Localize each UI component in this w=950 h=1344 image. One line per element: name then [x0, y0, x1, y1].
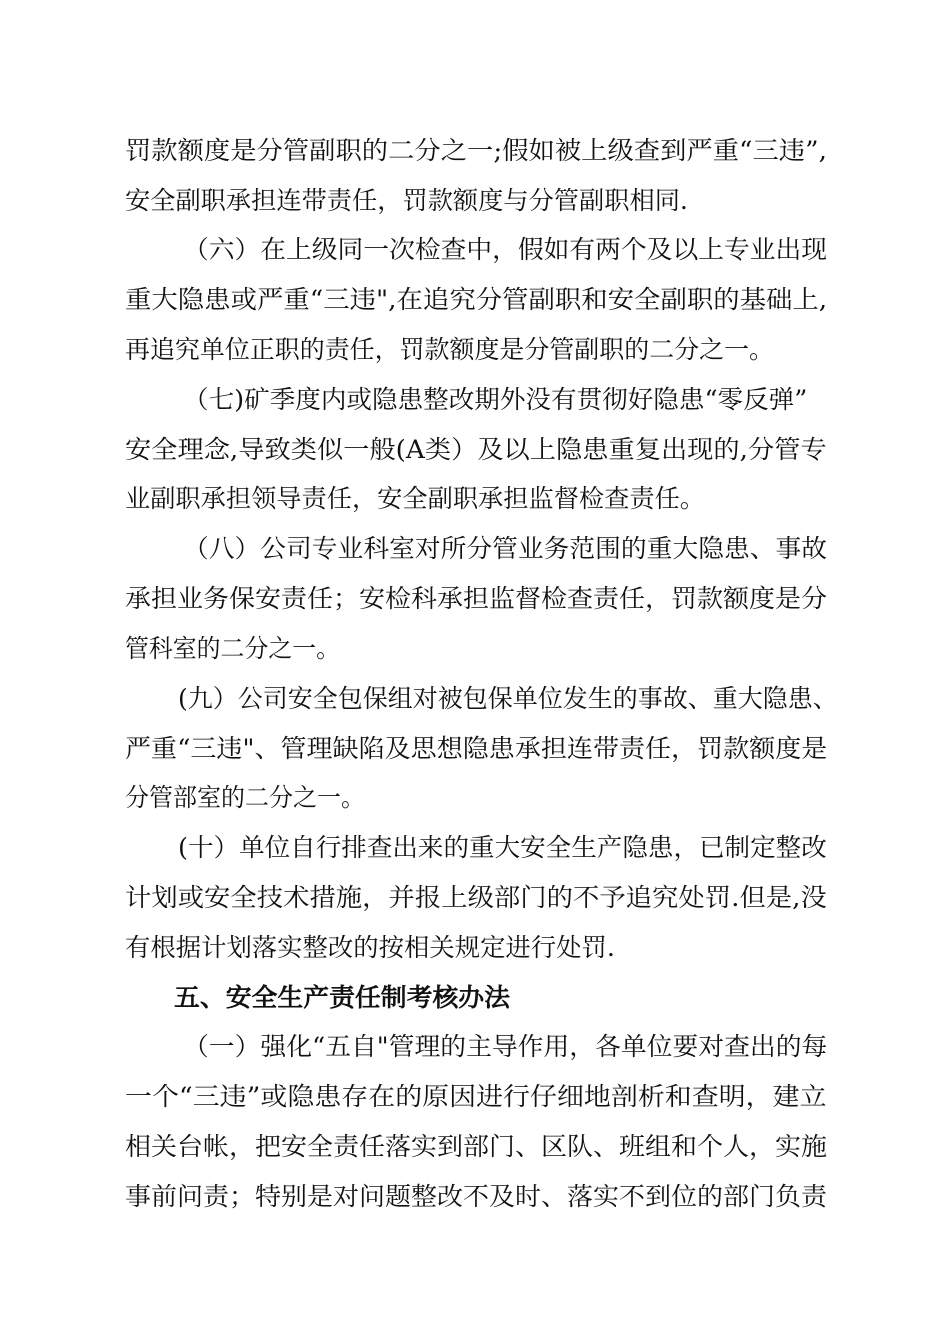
- paragraph-line: 业副职承担领导责任，安全副职承担监督检查责任。: [125, 484, 706, 513]
- paragraph-line: 相关台帐，把安全责任落实到部门、区队、班组和个人，实施: [125, 1132, 828, 1161]
- paragraph-line: 管科室的二分之一。: [125, 634, 341, 663]
- paragraph-line: （一）强化“五自"管理的主导作用，各单位要对查出的每: [183, 1032, 828, 1061]
- paragraph-line: 再追究单位正职的责任，罚款额度是分管副职的二分之一。: [125, 335, 775, 364]
- paragraph-line: 有根据计划落实整改的按相关规定进行处罚.: [125, 933, 615, 962]
- paragraph-line: （七)矿季度内或隐患整改期外没有贯彻好隐患“零反弹”: [183, 385, 808, 414]
- paragraph-line: （八）公司专业科室对所分管业务范围的重大隐患、事故: [183, 534, 828, 563]
- section-heading: 五、安全生产责任制考核办法: [174, 983, 511, 1012]
- paragraph-line: 安全理念,导致类似一般(A类）及以上隐患重复出现的,分管专: [125, 435, 827, 464]
- paragraph-line: 计划或安全技术措施，并报上级部门的不予追究处罚.但是,没: [125, 883, 827, 912]
- paragraph-line: 一个“三违”或隐患存在的原因进行仔细地剖析和查明，建立: [125, 1082, 827, 1111]
- paragraph-line: 事前问责；特别是对问题整改不及时、落实不到位的部门负责: [125, 1182, 828, 1211]
- paragraph-line: (十）单位自行排查出来的重大安全生产隐患，已制定整改: [178, 833, 827, 862]
- paragraph-line: 罚款额度是分管副职的二分之一;假如被上级查到严重“三违”,: [125, 136, 827, 165]
- paragraph-line: （六）在上级同一次检查中，假如有两个及以上专业出现: [183, 235, 828, 264]
- paragraph-line: (九）公司安全包保组对被包保单位发生的事故、重大隐患、: [178, 684, 838, 713]
- paragraph-line: 重大隐患或严重“三违",在追究分管副职和安全副职的基础上,: [125, 285, 828, 314]
- paragraph-line: 分管部室的二分之一。: [125, 783, 366, 812]
- paragraph-line: 严重“三违"、管理缺陷及思想隐患承担连带责任，罚款额度是: [125, 734, 828, 763]
- paragraph-line: 安全副职承担连带责任，罚款额度与分管副职相同.: [125, 186, 688, 215]
- paragraph-line: 承担业务保安责任；安检科承担监督检查责任，罚款额度是分: [125, 584, 828, 613]
